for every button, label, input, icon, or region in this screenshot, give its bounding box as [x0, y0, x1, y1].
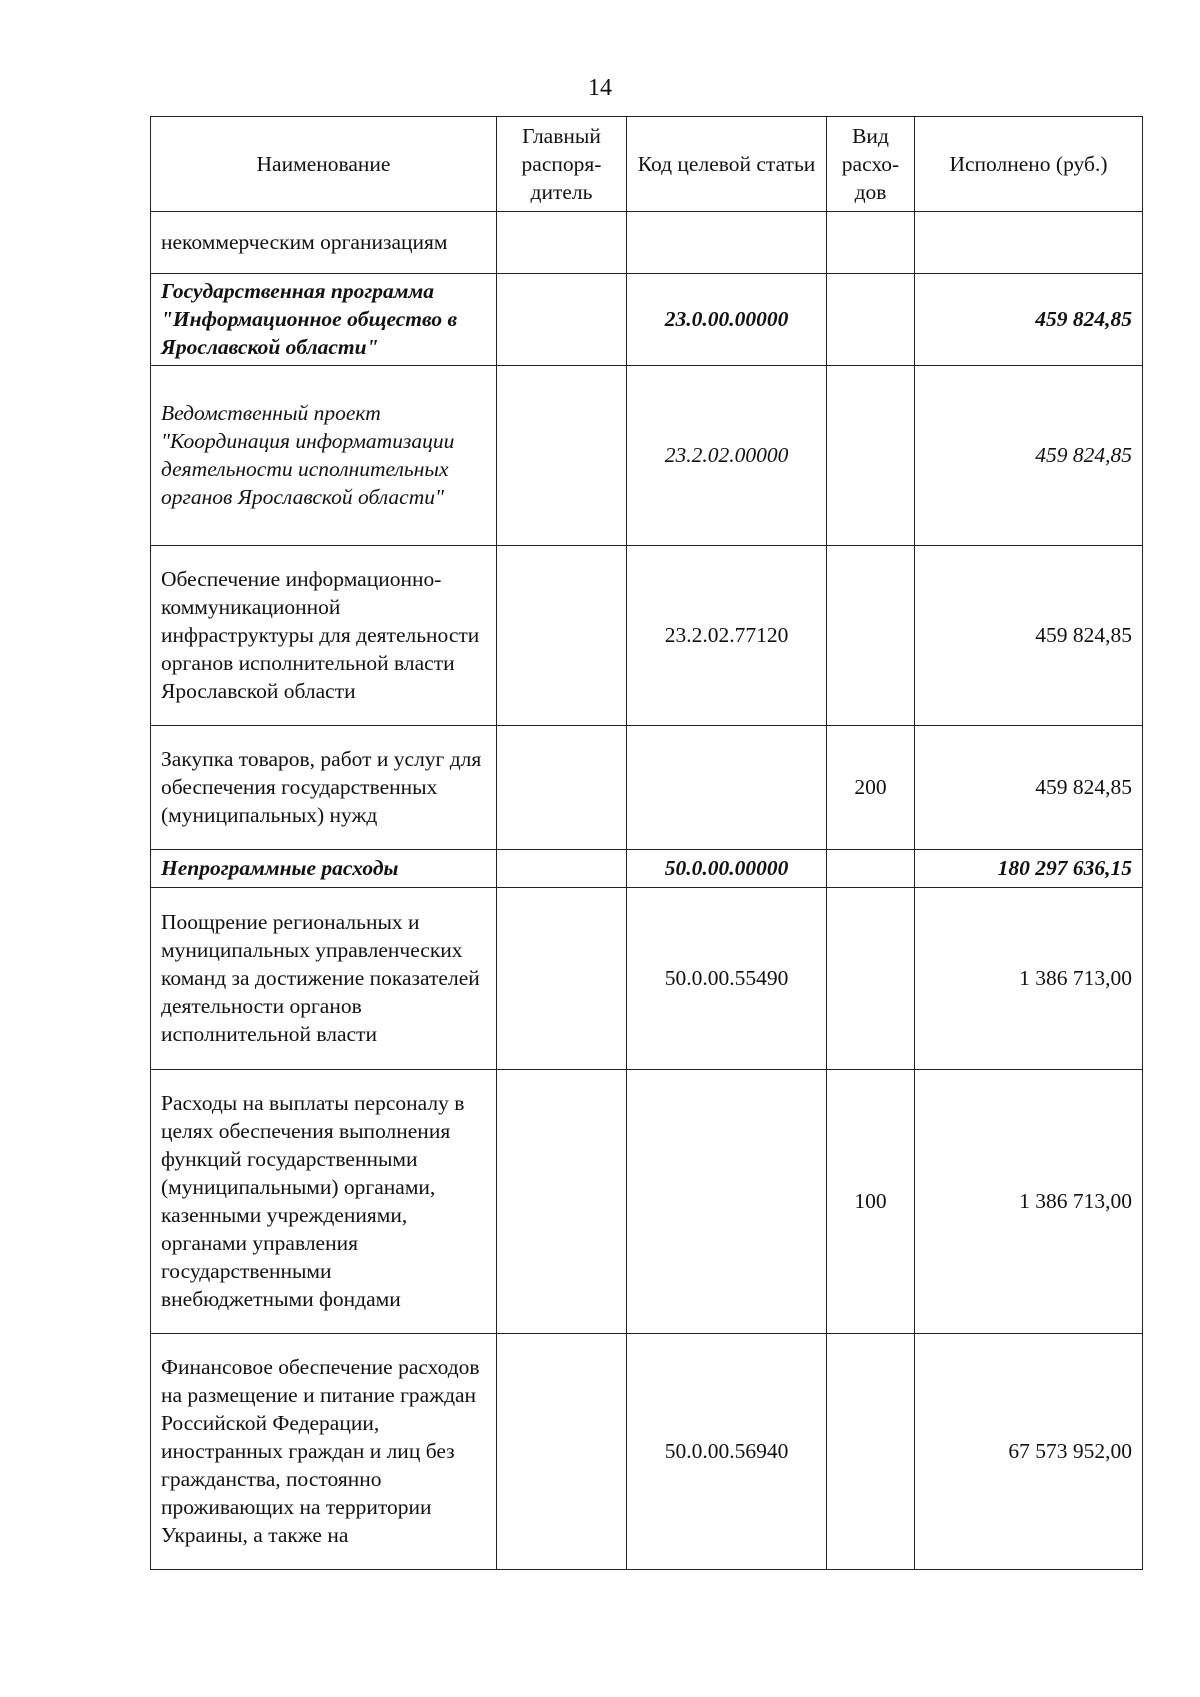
cell-code: 23.2.02.77120 — [627, 546, 827, 726]
cell-code — [627, 212, 827, 274]
cell-name: Непрограммные расходы — [151, 850, 497, 888]
cell-name: Закупка товаров, работ и услуг для обеспечения государственных (муниципальных) нужд — [151, 726, 497, 850]
cell-executed: 1 386 713,00 — [915, 888, 1143, 1070]
cell-admin — [497, 726, 627, 850]
table-row — [151, 366, 1143, 546]
cell-type — [827, 850, 915, 888]
cell-executed: 180 297 636,15 — [915, 850, 1143, 888]
cell-executed: 459 824,85 — [915, 274, 1143, 366]
cell-admin — [497, 366, 627, 546]
header-executed: Исполнено (руб.) — [915, 117, 1143, 212]
table-row — [151, 1334, 1143, 1570]
cell-code — [627, 726, 827, 850]
cell-executed: 459 824,85 — [915, 726, 1143, 850]
cell-executed — [915, 212, 1143, 274]
budget-table — [150, 116, 1143, 1570]
cell-executed: 1 386 713,00 — [915, 1070, 1143, 1334]
header-code: Код целевой статьи — [627, 117, 827, 212]
cell-type — [827, 888, 915, 1070]
cell-admin — [497, 888, 627, 1070]
cell-name: Поощрение региональных и муниципальных управленческих команд за достижение показателей деятельности органов исполнительной власти — [151, 888, 497, 1070]
cell-name: Ведомственный проект "Координация информатизации деятельности исполнительных органов Ярославской области" — [151, 366, 497, 546]
cell-code — [627, 1070, 827, 1334]
cell-name: Государственная программа "Информационное общество в Ярославской области" — [151, 274, 497, 366]
table-row — [151, 850, 1143, 888]
header-type: Вид расхо-дов — [827, 117, 915, 212]
cell-type: 100 — [827, 1070, 915, 1334]
cell-admin — [497, 274, 627, 366]
cell-code: 50.0.00.00000 — [627, 850, 827, 888]
table-row — [151, 546, 1143, 726]
table-header-row — [151, 117, 1143, 212]
cell-name: Обеспечение информационно-коммуникационной инфраструктуры для деятельности органов исполнительной власти Ярославской области — [151, 546, 497, 726]
cell-code: 50.0.00.55490 — [627, 888, 827, 1070]
cell-type — [827, 212, 915, 274]
cell-code: 23.2.02.00000 — [627, 366, 827, 546]
table-row — [151, 1070, 1143, 1334]
table-row — [151, 274, 1143, 366]
page-number: 14 — [588, 75, 612, 101]
cell-code: 23.0.00.00000 — [627, 274, 827, 366]
cell-admin — [497, 1070, 627, 1334]
cell-executed: 459 824,85 — [915, 366, 1143, 546]
cell-admin — [497, 850, 627, 888]
cell-name: Финансовое обеспечение расходов на размещение и питание граждан Российской Федерации, иностранных граждан и лиц без гражданства, постоянно проживающих на территории Украины, а также на — [151, 1334, 497, 1570]
header-name: Наименование — [151, 117, 497, 212]
table-row — [151, 888, 1143, 1070]
cell-name: некоммерческим организациям — [151, 212, 497, 274]
cell-code: 50.0.00.56940 — [627, 1334, 827, 1570]
cell-type — [827, 1334, 915, 1570]
cell-name: Расходы на выплаты персоналу в целях обеспечения выполнения функций государственными (муниципальными) органами, казенными учреждениями, органами управления государственными внебюджетными фондами — [151, 1070, 497, 1334]
cell-type: 200 — [827, 726, 915, 850]
cell-type — [827, 546, 915, 726]
cell-executed: 67 573 952,00 — [915, 1334, 1143, 1570]
cell-type — [827, 366, 915, 546]
table-row — [151, 212, 1143, 274]
cell-executed: 459 824,85 — [915, 546, 1143, 726]
cell-type — [827, 274, 915, 366]
cell-admin — [497, 546, 627, 726]
header-admin: Главный распоря-дитель — [497, 117, 627, 212]
table-row — [151, 726, 1143, 850]
cell-admin — [497, 212, 627, 274]
cell-admin — [497, 1334, 627, 1570]
